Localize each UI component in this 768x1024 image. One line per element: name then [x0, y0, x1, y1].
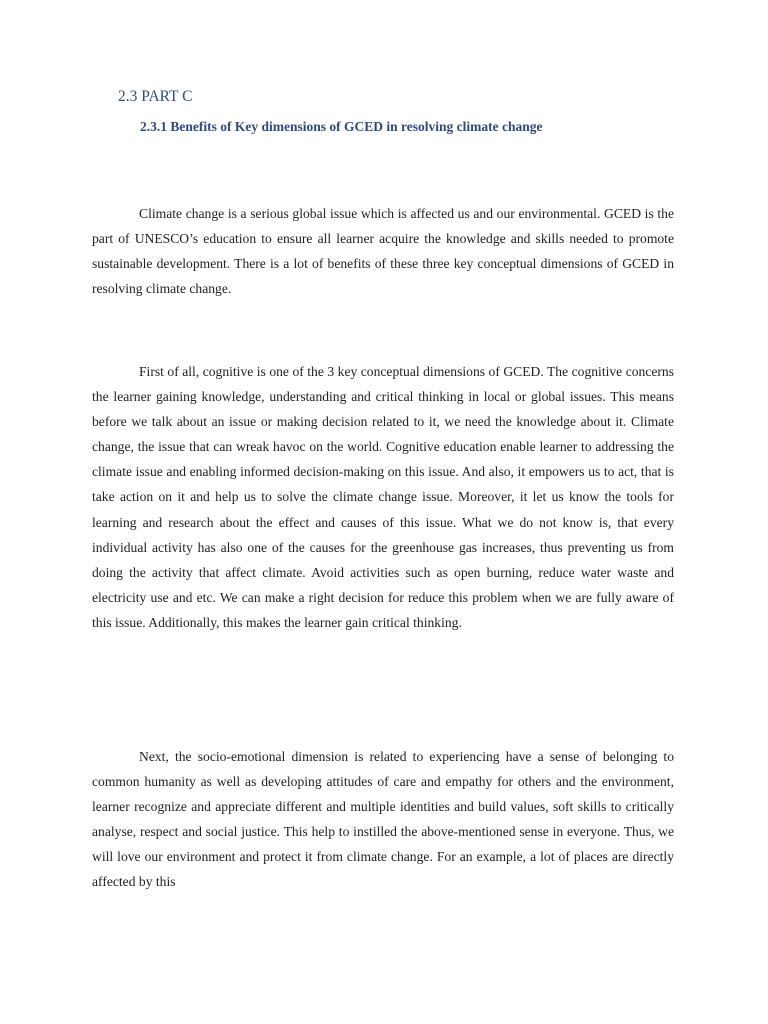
section-heading: 2.3 PART C: [118, 88, 193, 105]
subsection-heading: 2.3.1 Benefits of Key dimensions of GCED in resolving climate change: [140, 119, 543, 134]
paragraph-intro: Climate change is a serious global issue which is affected us and our environmental. GCED is the part of UNESCO’s education to ensure all learner acquire the knowledge and skills needed to promote sustainable development. There is a lot of benefits of these three key conceptual dimensions of GCED in resolving climate change.: [92, 206, 674, 297]
paragraph-socio-emotional: Next, the socio-emotional dimension is related to experiencing have a sense of belonging to common humanity as well as developing attitudes of care and empathy for others and the environment, learner recognize and appreciate different and multiple identities and build values, soft skills to critically analyse, respect and social justice. This help to instilled the above-mentioned sense in everyone. Thus, we will love our environment and protect it from climate change. For an example, a lot of places are directly affected by this: [92, 749, 674, 890]
paragraph-cognitive: First of all, cognitive is one of the 3 key conceptual dimensions of GCED. The cognitive concerns the learner gaining knowledge, understanding and critical thinking in local or global issues. This means before we talk about an issue or making decision related to it, we need the knowledge about it. Climate change, the issue that can wreak havoc on the world. Cognitive education enable learner to addressing the climate issue and enabling informed decision-making on this issue. And also, it empowers us to act, that is take action on it and help us to solve the climate change issue. Moreover, it let us know the tools for learning and research about the effect and causes of this issue. What we do not know is, that every individual activity has also one of the causes for the greenhouse gas increases, thus preventing us from doing the activity that affect climate. Avoid activities such as open burning, reduce water waste and electricity use and etc. We can make a right decision for reduce this problem when we are fully aware of this issue. Additionally, this makes the learner gain critical thinking.: [92, 364, 674, 630]
